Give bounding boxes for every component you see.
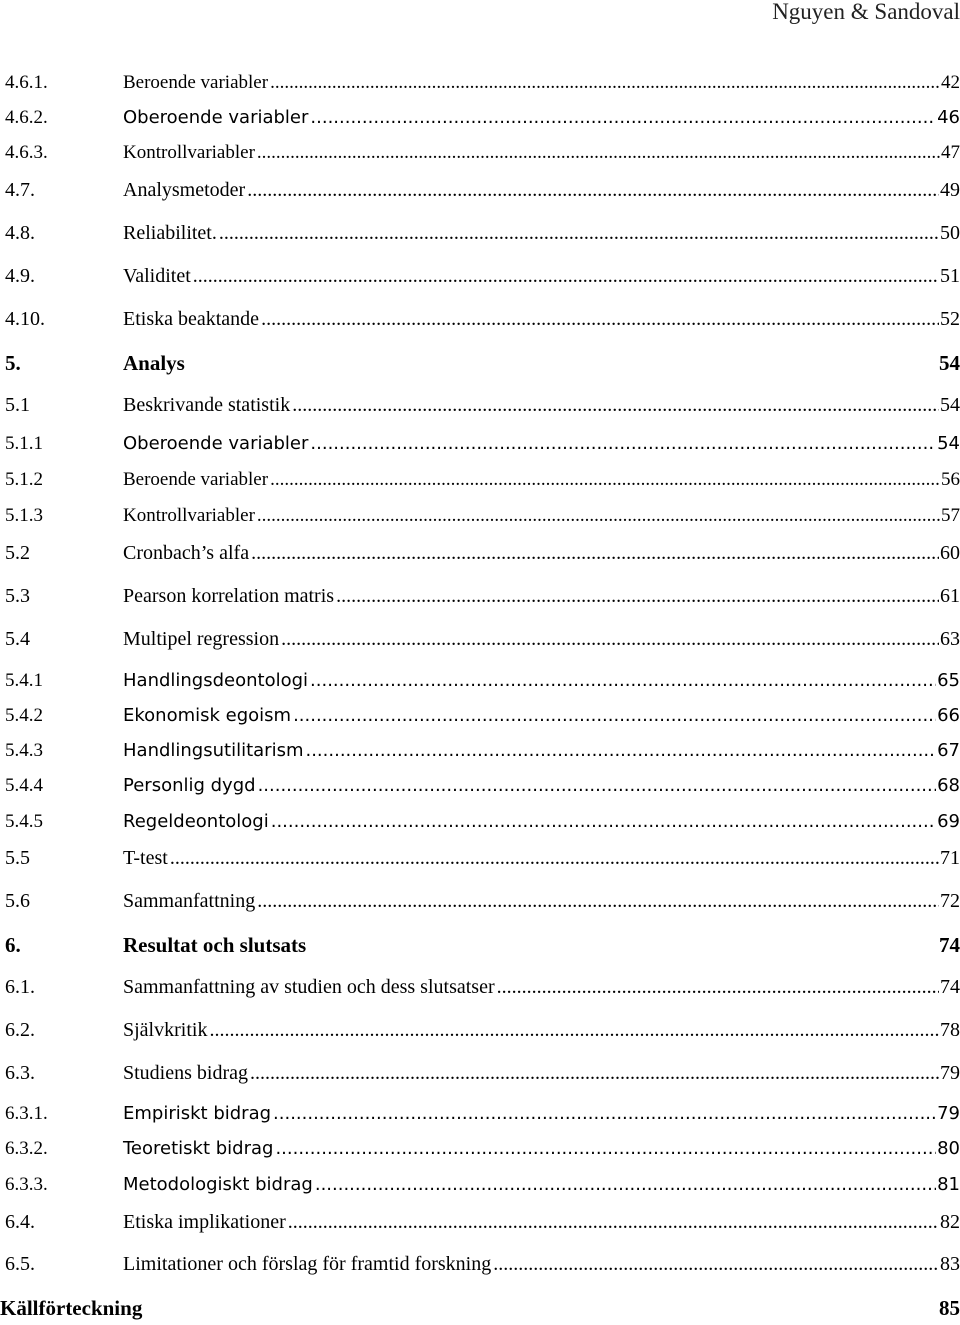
toc-entry-number: 5.4.3 [5,740,43,761]
toc-entry-title: Resultat och slutsats [123,933,307,957]
toc-entry-number: 5.4.4 [5,775,43,796]
toc-entry-number: 5.4 [5,628,30,650]
toc-entry-number: 4.7. [5,179,35,201]
toc-entry-page-number: 47 [941,142,960,163]
toc-entry-page-number: 68 [937,775,960,796]
toc-entry[interactable] [0,351,960,376]
toc-dot-leader [257,890,939,913]
toc-entry[interactable] [0,933,960,958]
toc-dot-leader [270,469,940,491]
toc-dot-leader [257,505,940,527]
toc-entry-page-number: 71 [940,847,960,869]
toc-dot-leader [193,265,939,288]
toc-entry-page-number: 79 [940,1062,960,1084]
toc-entry-page-number: 79 [937,1103,960,1124]
toc-entry[interactable] [0,142,960,164]
toc-entry[interactable] [0,775,960,796]
toc-entry[interactable] [0,740,960,761]
toc-entry[interactable] [0,670,960,691]
toc-entry-page-number: 85 [939,1296,960,1320]
toc-entry-page-number: 46 [937,107,960,128]
toc-entry-page-number: 80 [937,1138,960,1159]
toc-entry-title: Självkritik [123,1019,208,1041]
toc-entry-page-number: 65 [937,670,960,691]
toc-entry-title: Handlingsdeontologi [123,670,309,691]
toc-dot-leader [288,1211,939,1234]
toc-entry-title: Studiens bidrag [123,1062,248,1084]
toc-entry-title: Beroende variabler [123,469,269,490]
toc-dot-leader [258,775,937,796]
toc-dot-leader [275,1138,936,1159]
toc-entry-page-number: 54 [939,351,960,375]
toc-dot-leader [310,107,936,128]
toc-entry-page-number: 78 [940,1019,960,1041]
toc-entry-page-number: 50 [940,222,960,244]
toc-entry-number: 6.3. [5,1062,35,1084]
toc-dot-leader [209,1019,939,1042]
toc-entry-number: 5.1.1 [5,433,43,454]
toc-entry-page-number: 66 [937,705,960,726]
toc-entry-number: 6.2. [5,1019,35,1041]
toc-entry[interactable] [0,72,960,94]
toc-entry-page-number: 54 [940,394,960,416]
toc-dot-leader [250,1062,939,1085]
toc-entry-title: Källförteckning [0,1296,143,1320]
toc-dot-leader [251,542,939,565]
toc-entry-page-number: 56 [941,469,960,490]
toc-dot-leader [292,394,939,417]
toc-dot-leader [257,142,940,164]
toc-entry-number: 5.5 [5,847,30,869]
toc-dot-leader [271,811,936,832]
toc-entry-page-number: 69 [937,811,960,832]
toc-entry-title: Etiska beaktande [123,308,260,330]
toc-entry-number: 4.9. [5,265,35,287]
toc-entry-number: 5.2 [5,542,30,564]
toc-entry-page-number: 82 [940,1211,960,1233]
toc-entry[interactable] [0,433,960,454]
toc-entry-number: 6.3.1. [5,1103,48,1124]
toc-entry-page-number: 51 [940,265,960,287]
toc-entry-page-number: 52 [940,308,960,330]
toc-entry-number: 5.4.1 [5,670,43,691]
toc-entry-title: Metodologiskt bidrag [123,1174,313,1195]
toc-entry-number: 5. [5,351,21,375]
toc-dot-leader [310,670,936,691]
toc-entry-title: Personlig dygd [123,775,256,796]
toc-entry-number: 4.6.3. [5,142,48,163]
toc-entry[interactable] [0,179,960,202]
toc-dot-leader [247,179,939,202]
toc-entry-title: Etiska implikationer [123,1211,286,1233]
toc-entry-title: Limitationer och förslag för framtid forskning [123,1253,492,1275]
toc-entry-number: 5.6 [5,890,30,912]
toc-entry-title: Teoretiskt bidrag [123,1138,274,1159]
toc-dot-leader [493,1253,939,1276]
toc-entry-number: 6.3.2. [5,1138,48,1159]
toc-entry-number: 4.10. [5,308,45,330]
toc-dot-leader [305,740,936,761]
toc-entry-number: 5.3 [5,585,30,607]
toc-entry[interactable] [0,585,960,608]
toc-entry[interactable] [0,628,960,651]
toc-entry-page-number: 67 [937,740,960,761]
toc-entry-title: Kontrollvariabler [123,142,255,163]
toc-entry[interactable] [0,222,960,245]
toc-entry[interactable] [0,469,960,491]
toc-entry[interactable] [0,542,960,565]
toc-entry-page-number: 74 [939,933,960,957]
toc-entry-page-number: 60 [940,542,960,564]
running-header: Nguyen & Sandoval [772,0,960,24]
toc-dot-leader [273,1103,936,1124]
toc-entry-page-number: 61 [940,585,960,607]
toc-entry[interactable] [0,1103,960,1124]
toc-entry-title: Cronbach’s alfa [123,542,250,564]
toc-entry[interactable] [0,1211,960,1234]
toc-entry-title: Sammanfattning [123,890,256,912]
toc-entry-page-number: 74 [940,976,960,998]
toc-entry[interactable] [0,976,960,999]
toc-entry[interactable] [0,265,960,288]
toc-entry-title: Pearson korrelation matris [123,585,335,607]
toc-entry-number: 4.6.1. [5,72,48,93]
toc-entry[interactable] [0,847,960,870]
toc-entry[interactable] [0,1253,960,1276]
toc-dot-leader [219,222,939,245]
toc-entry-title: T-test [123,847,168,869]
toc-entry-title: Beskrivande statistik [123,394,291,416]
toc-dot-leader [281,628,939,651]
toc-entry-title: Ekonomisk egoism [123,705,292,726]
toc-entry[interactable] [0,1062,960,1085]
toc-entry-title: Empiriskt bidrag [123,1103,272,1124]
toc-entry-page-number: 42 [941,72,960,93]
toc-entry-number: 4.8. [5,222,35,244]
toc-entry-title: Multipel regression [123,628,280,650]
toc-entry-title: Oberoende variabler [123,433,309,454]
toc-entry-number: 4.6.2. [5,107,48,128]
toc-entry-number: 6.1. [5,976,35,998]
toc-dot-leader [315,1174,936,1195]
toc-entry[interactable] [0,1138,960,1159]
toc-dot-leader [293,705,936,726]
toc-entry-number: 6.5. [5,1253,35,1275]
toc-entry-number: 6.4. [5,1211,35,1233]
toc-entry-title: Regeldeontologi [123,811,269,832]
toc-entry-page-number: 81 [937,1174,960,1195]
toc-entry-page-number: 72 [940,890,960,912]
toc-entry-title: Kontrollvariabler [123,505,255,526]
toc-entry-number: 6. [5,933,21,957]
toc-entry-title: Analysmetoder [123,179,246,201]
toc-entry-title: Beroende variabler [123,72,269,93]
toc-entry[interactable] [0,705,960,726]
toc-entry[interactable] [0,1174,960,1195]
toc-entry-page-number: 83 [940,1253,960,1275]
toc-entry-page-number: 63 [940,628,960,650]
toc-dot-leader [497,976,939,999]
toc-entry-title: Analys [123,351,185,375]
toc-entry-number: 5.1 [5,394,30,416]
toc-entry[interactable] [0,107,960,128]
toc-entry-number: 5.4.5 [5,811,43,832]
toc-entry-title: Validitet [123,265,191,287]
toc-entry-title: Reliabilitet. [123,222,217,244]
toc-dot-leader [310,433,936,454]
toc-entry-number: 5.4.2 [5,705,43,726]
toc-entry-title: Handlingsutilitarism [123,740,304,761]
toc-entry[interactable] [0,505,960,527]
toc-entry[interactable] [0,811,960,832]
toc-dot-leader [270,72,940,94]
toc-entry[interactable] [0,394,960,417]
toc-dot-leader [261,308,939,331]
toc-entry-number: 6.3.3. [5,1174,48,1195]
toc-dot-leader [336,585,939,608]
toc-entry[interactable] [0,1296,960,1321]
toc-entry-page-number: 54 [937,433,960,454]
toc-entry-page-number: 49 [940,179,960,201]
toc-entry-number: 5.1.3 [5,505,43,526]
toc-entry[interactable] [0,308,960,331]
toc-dot-leader [170,847,939,870]
toc-entry-number: 5.1.2 [5,469,43,490]
toc-entry[interactable] [0,1019,960,1042]
toc-entry-page-number: 57 [941,505,960,526]
toc-entry[interactable] [0,890,960,913]
toc-entry-title: Oberoende variabler [123,107,309,128]
toc-entry-title: Sammanfattning av studien och dess slutsatser [123,976,495,998]
